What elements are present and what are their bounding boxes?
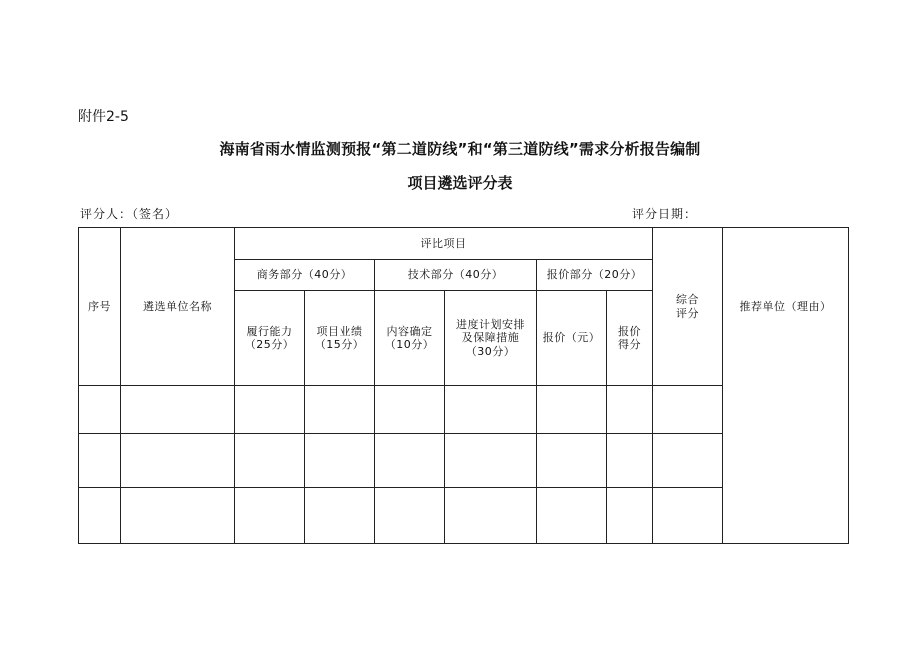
record-label: 项目业绩 [316,324,363,338]
schedule-label-2: 及保障措施 [461,331,520,345]
header-price: 报价部分（20分） [537,260,653,291]
content-score: （10分） [384,338,435,351]
table-cell[interactable] [445,488,537,544]
schedule-score: （30分） [465,344,516,358]
table-cell[interactable] [375,386,445,434]
scorer-label: 评分人：（签名） [80,207,179,221]
table-cell[interactable] [537,434,607,488]
header-unit-name: 遴选单位名称 [121,228,235,386]
table-cell[interactable] [79,434,121,488]
header-business: 商务部分（40分） [235,260,375,291]
table-cell[interactable] [235,386,305,434]
header-evaluation-items: 评比项目 [235,228,653,260]
schedule-label-1: 进度计划安排 [456,318,525,332]
table-cell[interactable] [445,386,537,434]
table-cell[interactable] [79,488,121,544]
recommend-label: 推荐单位（理由） [739,300,832,314]
table-cell[interactable] [653,434,723,488]
table-cell[interactable] [653,488,723,544]
header-recommend [723,228,849,544]
table-cell[interactable] [305,488,375,544]
header-content [375,291,445,386]
table-cell[interactable] [235,488,305,544]
table-cell[interactable] [445,434,537,488]
header-total-line1: 综合 [676,293,700,307]
performance-label: 履行能力 [246,324,293,338]
header-tech: 技术部分（40分） [375,260,537,291]
document-subtitle: 项目遴选评分表 [407,174,513,192]
table-cell[interactable] [121,488,235,544]
price-score-line2: 得分 [618,338,642,351]
table-cell[interactable] [121,434,235,488]
performance-score: （25分） [244,338,295,351]
table-cell[interactable] [375,434,445,488]
header-price-amount: 报价（元） [537,291,607,386]
header-seq: 序号 [79,228,121,386]
header-price-score [607,291,653,386]
header-total-line2: 评分 [676,306,700,320]
table-cell[interactable] [607,386,653,434]
table-cell[interactable] [375,488,445,544]
table-cell[interactable] [305,386,375,434]
header-total-score [653,228,723,386]
table-cell[interactable] [305,434,375,488]
table-cell[interactable] [235,434,305,488]
record-score: （15分） [314,338,365,351]
attachment-label: 附件2-5 [78,109,129,125]
table-cell[interactable] [537,386,607,434]
table-cell[interactable] [653,386,723,434]
header-record [305,291,375,386]
header-performance [235,291,305,386]
document-title: 海南省雨水情监测预报“第二道防线”和“第三道防线”需求分析报告编制 [219,140,701,158]
score-date-label: 评分日期： [632,207,698,221]
table-cell[interactable] [79,386,121,434]
price-score-line1: 报价 [618,324,642,338]
table-cell[interactable] [121,386,235,434]
header-schedule [445,291,537,386]
table-cell[interactable] [607,488,653,544]
table-cell[interactable] [607,434,653,488]
table-cell[interactable] [537,488,607,544]
content-label: 内容确定 [386,324,433,338]
score-table [78,227,849,544]
